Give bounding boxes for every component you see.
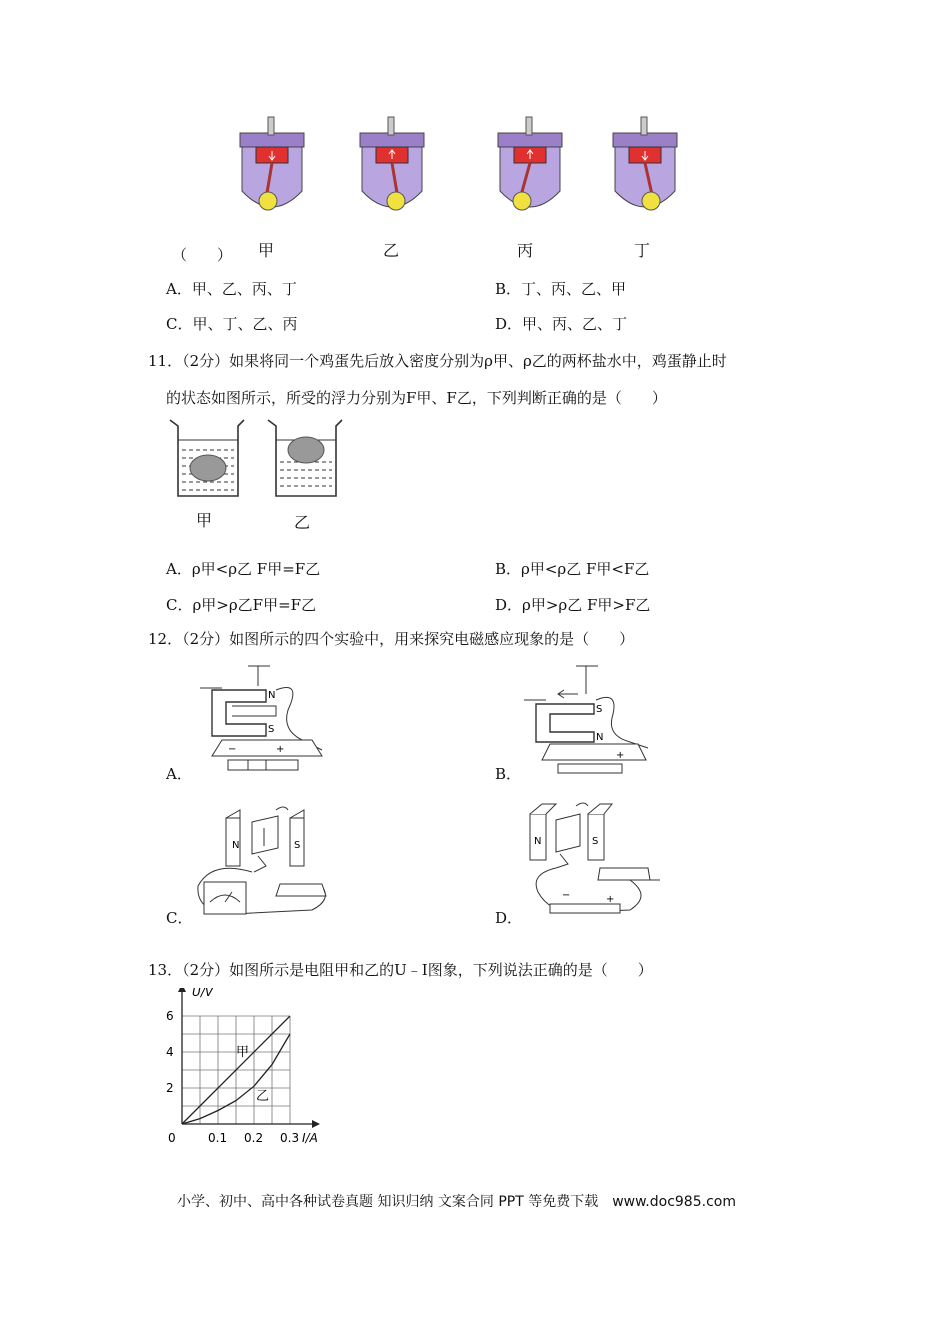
experiment-c-diagram [192,800,342,922]
q10-option-b[interactable]: B．丁、丙、乙、甲 [495,280,627,298]
y-axis-label: U/V [192,988,214,999]
engine-label-jia: 甲 [258,241,275,260]
experiment-b-diagram [520,660,670,778]
svg-text:N: N [232,840,240,851]
beaker-label-jia: 甲 [196,511,213,530]
beaker-jia [166,418,246,500]
engine-label-ding: 丁 [634,241,651,260]
q11-option-b[interactable]: B．ρ甲<ρ乙 F甲<F乙 [495,560,650,578]
svg-text:S: S [596,704,603,715]
svg-text:+: + [616,750,625,761]
q12-stem: 12．（2分）如图所示的四个实验中，用来探究电磁感应现象的是（ ） [148,630,635,648]
svg-text:−: − [562,890,571,901]
q13-stem: 13．（2分）如图所示是电阻甲和乙的U﹣I图象，下列说法正确的是（ ） [148,961,653,979]
magnet-pole-n: N [268,690,276,701]
q11-stem-line1: 11．（2分）如果将同一个鸡蛋先后放入密度分别为ρ甲、ρ乙的两杯盐水中，鸡蛋静止时 [148,352,727,370]
x-axis-label: I/A [302,1131,318,1145]
page-footer: 小学、初中、高中各种试卷真题 知识归纳 文案合同 PPT 等免费下载 www.doc985.com [177,1194,736,1210]
engine-diagram-jia [232,113,312,225]
q11-option-c[interactable]: C．ρ甲>ρ乙F甲=F乙 [166,596,317,614]
svg-text:N: N [596,732,604,743]
magnet-pole-s: S [268,724,275,735]
series-label-yi: 乙 [256,1089,270,1104]
engine-label-yi: 乙 [383,241,400,260]
q12-option-d[interactable]: D． [495,909,523,927]
svg-text:+: + [276,744,285,755]
y-tick-label: 4 [166,1045,174,1059]
q10-answer-paren: （ ） [172,246,233,264]
svg-text:+: + [606,894,615,905]
svg-text:N: N [534,836,542,847]
beaker-label-yi: 乙 [294,513,311,532]
svg-text:S: S [592,836,599,847]
experiment-a-diagram [192,660,342,778]
tick-label-origin: 0 [168,1131,176,1145]
x-tick-label: 0.1 [208,1131,228,1145]
q12-option-c[interactable]: C． [166,909,193,927]
y-axis-arrow [178,988,186,992]
engine-label-bing: 丙 [517,241,534,260]
q12-option-b[interactable]: B． [495,765,522,783]
engine-diagram-yi [352,113,432,225]
q10-option-a[interactable]: A．甲、乙、丙、丁 [166,280,297,298]
ui-graph [160,988,330,1148]
q11-stem-line2: 的状态如图所示，所受的浮力分别为F甲、F乙，下列判断正确的是（ ） [166,389,667,407]
engine-diagram-ding [605,113,685,225]
beaker-yi [264,418,344,500]
q10-option-c[interactable]: C．甲、丁、乙、丙 [166,315,298,333]
svg-text:−: − [228,744,237,755]
x-axis-arrow [312,1120,320,1128]
q11-option-a[interactable]: A．ρ甲<ρ乙 F甲=F乙 [166,560,321,578]
x-tick-label: 0.3 [280,1131,300,1145]
x-tick-label: 0.2 [244,1131,264,1145]
y-tick-label: 6 [166,1009,174,1023]
q10-option-d[interactable]: D．甲、丙、乙、丁 [495,315,628,333]
engine-diagram-bing [490,113,570,225]
series-label-jia: 甲 [236,1045,250,1060]
q12-option-a[interactable]: A． [166,765,192,783]
experiment-d-diagram [520,796,670,922]
svg-text:S: S [294,840,301,851]
q11-option-d[interactable]: D．ρ甲>ρ乙 F甲>F乙 [495,596,651,614]
y-tick-label: 2 [166,1081,174,1095]
